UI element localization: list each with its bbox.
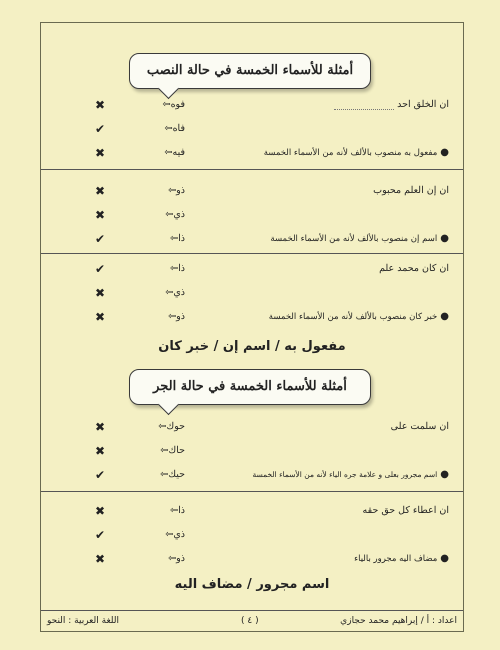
divider xyxy=(41,253,463,254)
list-item xyxy=(41,181,463,201)
section1-summary: مفعول به / اسم إن / خبر كان xyxy=(158,339,346,354)
cross-icon: ✖ xyxy=(94,208,106,222)
bullet-icon: ● xyxy=(440,469,449,480)
arrow-left-icon: ⇦ xyxy=(168,185,177,196)
list-item xyxy=(41,143,463,163)
list-item xyxy=(41,205,463,225)
list-item xyxy=(41,441,463,461)
check-icon: ✔ xyxy=(94,232,106,246)
arrow-left-icon: ⇦ xyxy=(168,553,177,564)
bullet-icon: ● xyxy=(440,233,449,244)
arrow-left-icon: ⇦ xyxy=(168,311,177,322)
section1-title: أمثلة للأسماء الخمسة في حالة النصب xyxy=(146,63,354,78)
cross-icon: ✖ xyxy=(94,504,106,518)
arrow-left-icon: ⇦ xyxy=(165,287,174,298)
divider xyxy=(41,491,463,492)
arrow-left-icon: ⇦ xyxy=(162,99,171,110)
arrow-left-icon: ⇦ xyxy=(158,421,167,432)
list-item xyxy=(41,119,463,139)
worksheet-page xyxy=(40,22,464,632)
check-icon: ✔ xyxy=(94,122,106,136)
section2-title: أمثلة للأسماء الخمسة في حالة الجر xyxy=(153,379,347,394)
option-word: ذا⇦ xyxy=(170,263,185,274)
cross-icon: ✖ xyxy=(94,286,106,300)
option-word: حاك⇦ xyxy=(160,445,185,456)
check-icon: ✔ xyxy=(94,468,106,482)
option-word: ذي⇦ xyxy=(165,529,185,540)
arrow-left-icon: ⇦ xyxy=(164,147,173,158)
cross-icon: ✖ xyxy=(94,310,106,324)
footer-page-number: ( ٤ ) xyxy=(241,616,259,626)
cross-icon: ✖ xyxy=(94,146,106,160)
bullet-icon: ● xyxy=(440,553,449,564)
arrow-left-icon: ⇦ xyxy=(160,469,169,480)
question-sentence: ان إن العلم محبوب xyxy=(373,185,449,196)
list-item xyxy=(41,95,463,115)
cross-icon: ✖ xyxy=(94,184,106,198)
grammar-explanation: ●مضاف اليه مجرور بالياء xyxy=(354,553,449,564)
list-item xyxy=(41,549,463,569)
list-item xyxy=(41,525,463,545)
option-word: ذي⇦ xyxy=(165,209,185,220)
arrow-left-icon: ⇦ xyxy=(165,209,174,220)
list-item xyxy=(41,417,463,437)
arrow-left-icon: ⇦ xyxy=(165,529,174,540)
list-item xyxy=(41,501,463,521)
arrow-left-icon: ⇦ xyxy=(170,233,179,244)
arrow-left-icon: ⇦ xyxy=(170,263,179,274)
answer-blank xyxy=(334,99,394,110)
list-item xyxy=(41,465,463,485)
divider xyxy=(41,169,463,170)
section2-summary: اسم مجرور / مضاف اليه xyxy=(174,577,330,592)
grammar-explanation: ●اسم إن منصوب بالألف لأنه من الأسماء الخمسة xyxy=(270,233,449,244)
bullet-icon: ● xyxy=(440,311,449,322)
check-icon: ✔ xyxy=(94,262,106,276)
option-word: ذي⇦ xyxy=(165,287,185,298)
arrow-left-icon: ⇦ xyxy=(170,505,179,516)
arrow-left-icon: ⇦ xyxy=(164,123,173,134)
option-word: ذو⇦ xyxy=(168,185,185,196)
list-item xyxy=(41,259,463,279)
arrow-left-icon: ⇦ xyxy=(160,445,169,456)
bullet-icon: ● xyxy=(440,147,449,158)
list-item xyxy=(41,307,463,327)
page-footer xyxy=(41,610,463,631)
grammar-explanation: ●اسم مجرور بعلى و علامة جره الياء لأنه من الأسماء الخمسة xyxy=(252,469,449,480)
option-word: ذا⇦ xyxy=(170,505,185,516)
question-sentence: ان اعطاء كل حق حقه xyxy=(362,505,449,516)
question-sentence: ان الخلق احد xyxy=(199,95,449,115)
question-sentence: ان كان محمد علم xyxy=(379,263,449,274)
cross-icon: ✖ xyxy=(94,444,106,458)
option-word: فيه⇦ xyxy=(164,147,185,158)
option-word: فوه⇦ xyxy=(162,99,185,110)
footer-subject: اللغة العربية : النحو xyxy=(47,616,120,626)
option-word: حوك⇦ xyxy=(158,421,185,432)
list-item xyxy=(41,283,463,303)
list-item xyxy=(41,229,463,249)
cross-icon: ✖ xyxy=(94,98,106,112)
option-word: حيك⇦ xyxy=(160,469,185,480)
option-word: ذو⇦ xyxy=(168,311,185,322)
grammar-explanation: ●مفعول به منصوب بالألف لأنه من الأسماء الخمسة xyxy=(263,147,449,158)
cross-icon: ✖ xyxy=(94,420,106,434)
grammar-explanation: ●خبر كان منصوب بالألف لأنه من الأسماء الخمسة xyxy=(268,311,449,322)
option-word: ذا⇦ xyxy=(170,233,185,244)
option-word: فاه⇦ xyxy=(164,123,185,134)
footer-author: اعداد : أ / إبراهيم محمد حجازي xyxy=(340,616,457,626)
check-icon: ✔ xyxy=(94,528,106,542)
option-word: ذو⇦ xyxy=(168,553,185,564)
cross-icon: ✖ xyxy=(94,552,106,566)
question-sentence: ان سلمت على xyxy=(390,421,449,432)
